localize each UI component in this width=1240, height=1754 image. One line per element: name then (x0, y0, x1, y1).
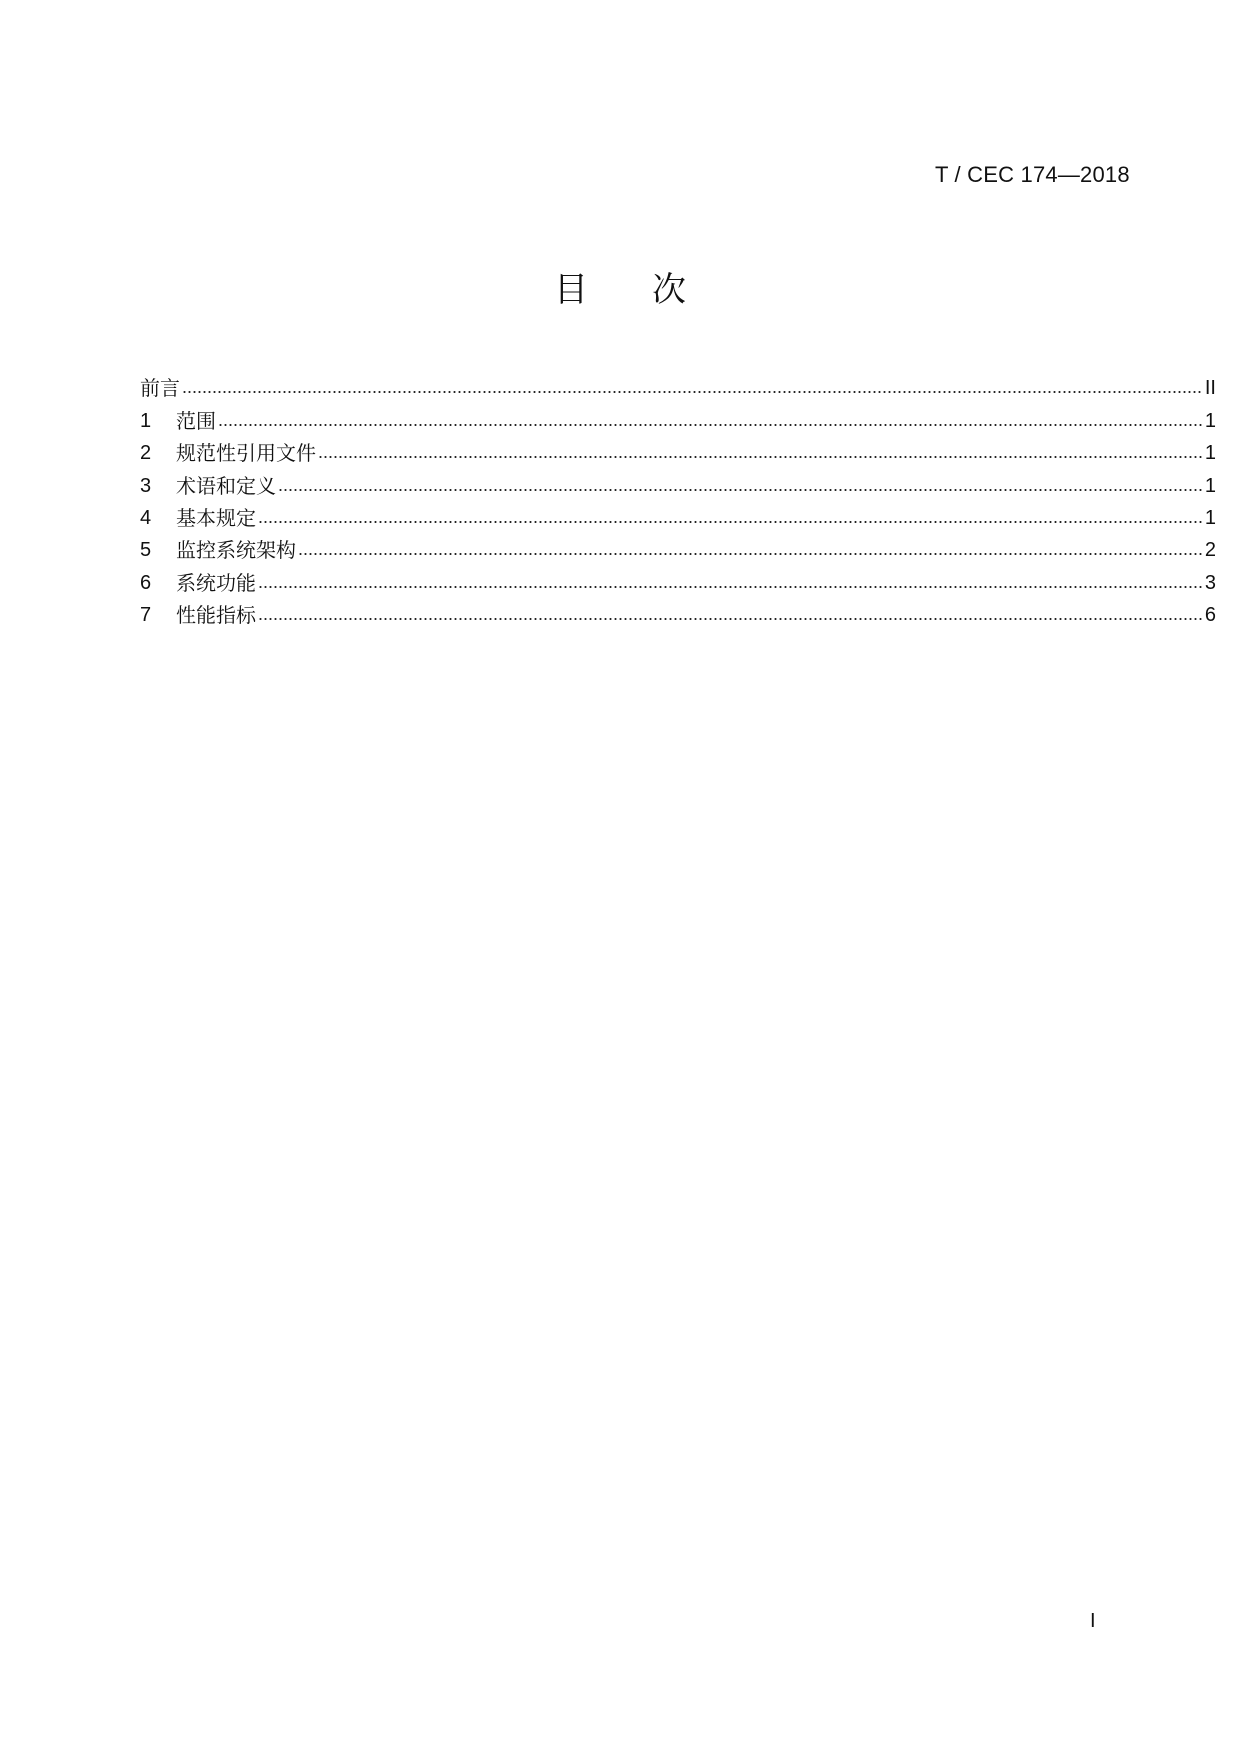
toc-title-char-1: 目 (554, 270, 588, 310)
toc-entry-system-architecture[interactable] (140, 530, 1216, 562)
toc-leader-dots (318, 454, 1202, 460)
toc-entry-label: 系统功能 (176, 570, 256, 595)
toc-entry-label: 基本规定 (176, 505, 256, 530)
toc-entry-number: 1 (140, 409, 152, 432)
toc-entry-page: 2 (1204, 539, 1216, 562)
toc-entry-preface[interactable] (140, 368, 1216, 400)
toc-entry-page: 3 (1204, 571, 1216, 594)
page-number: I (1090, 1610, 1096, 1632)
toc-leader-dots (218, 422, 1202, 428)
toc-entry-label: 前言 (140, 376, 180, 401)
table-of-contents (140, 368, 1216, 627)
toc-entry-normative-references[interactable] (140, 433, 1216, 465)
toc-entry-number: 5 (140, 539, 152, 562)
toc-leader-dots (258, 584, 1202, 590)
toc-entry-page: 1 (1204, 409, 1216, 432)
toc-entry-number: 2 (140, 442, 152, 465)
toc-entry-page: 6 (1204, 604, 1216, 627)
toc-entry-page: 1 (1204, 506, 1216, 529)
toc-entry-number: 3 (140, 474, 152, 497)
toc-entry-label: 监控系统架构 (176, 538, 296, 563)
toc-entry-number: 7 (140, 604, 152, 627)
toc-entry-basic-provisions[interactable] (140, 498, 1216, 530)
toc-entry-system-functions[interactable] (140, 562, 1216, 594)
toc-entry-page: 1 (1204, 474, 1216, 497)
toc-leader-dots (258, 616, 1202, 622)
toc-entry-page: 1 (1204, 442, 1216, 465)
toc-entry-performance-indicators[interactable] (140, 595, 1216, 627)
toc-leader-dots (278, 487, 1202, 493)
toc-entry-label: 术语和定义 (176, 473, 276, 498)
toc-title-char-2: 次 (652, 270, 686, 310)
toc-title (0, 262, 1240, 311)
toc-entry-number: 6 (140, 571, 152, 594)
toc-leader-dots (258, 519, 1202, 525)
toc-leader-dots (298, 551, 1202, 557)
toc-entry-terms-definitions[interactable] (140, 465, 1216, 497)
document-code: T / CEC 174—2018 (935, 162, 1130, 187)
toc-entry-label: 性能指标 (176, 603, 256, 628)
toc-entry-label: 规范性引用文件 (176, 441, 316, 466)
toc-entry-label: 范围 (176, 408, 216, 433)
toc-leader-dots (182, 389, 1202, 395)
toc-entry-page: II (1204, 377, 1216, 400)
toc-entry-number: 4 (140, 506, 152, 529)
toc-entry-scope[interactable] (140, 400, 1216, 432)
